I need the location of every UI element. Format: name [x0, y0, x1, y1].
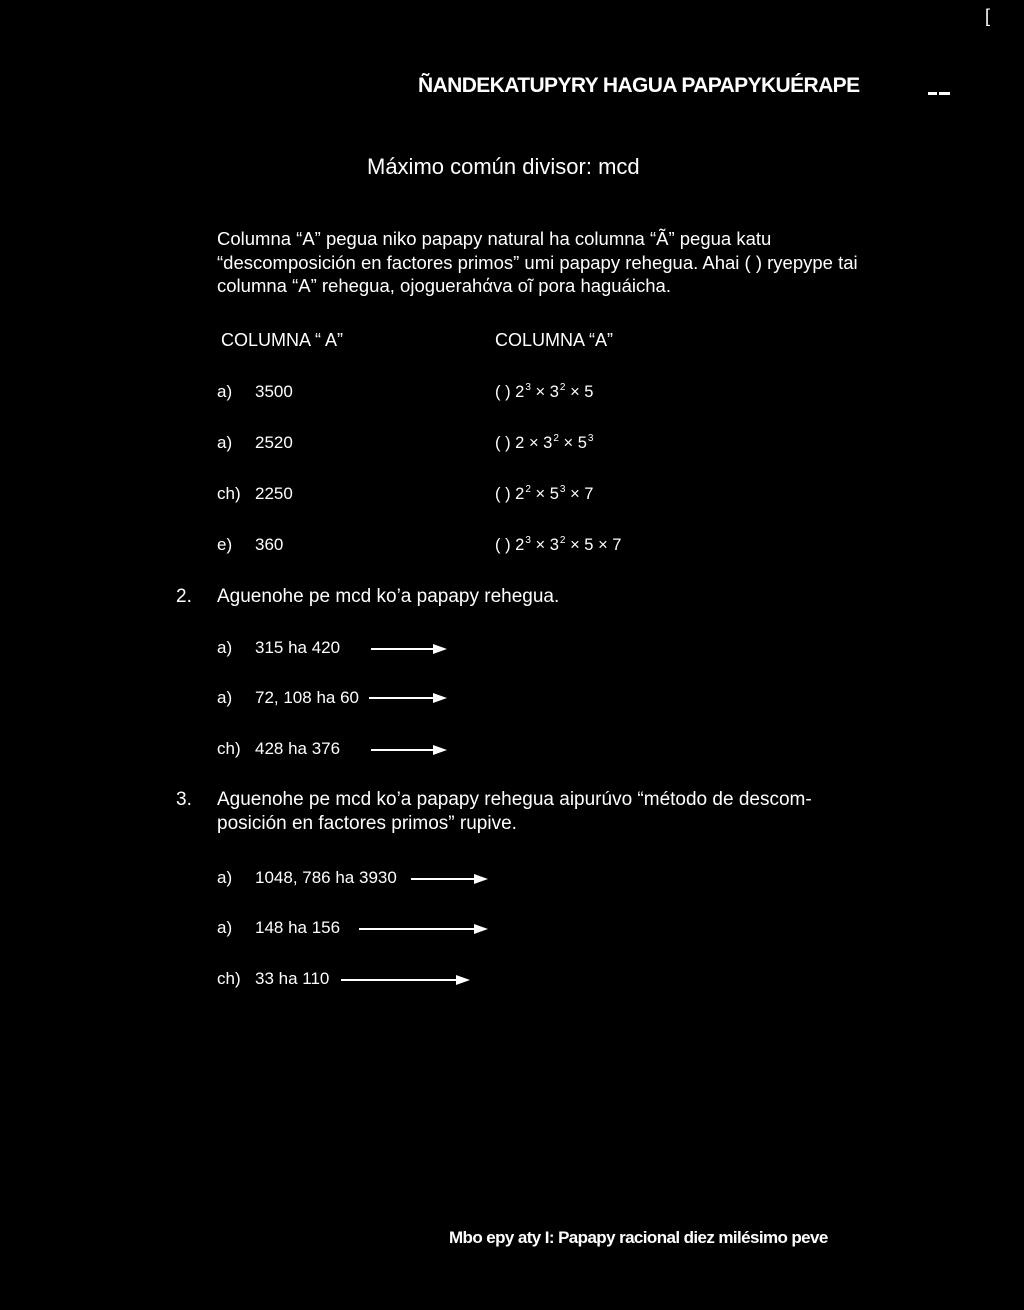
- times-sign: ×: [565, 383, 585, 401]
- times-sign: ×: [524, 434, 544, 452]
- factor-exponent: 3: [525, 382, 531, 393]
- times-sign: ×: [565, 536, 585, 554]
- factor-base: 5: [584, 536, 594, 554]
- q2-item-arrow: [371, 644, 447, 654]
- times-sign: ×: [530, 383, 550, 401]
- page-footer: Mbo epy aty I: Papapy racional diez milésimo peve: [449, 1228, 828, 1247]
- instructions-paragraph: Columna “A” pegua niko papapy natural ha columna “Ã” pegua katu “descomposición en factores primos” umi papapy rehegua. Ahai ( ) ryepype tai columna “A” rehegua, ojoguerahάva oĩ pora haguáicha.: [217, 228, 858, 296]
- column-a-header: COLUMNA “ A”: [221, 330, 344, 350]
- q2-item-label: ch): [217, 739, 241, 758]
- question-3-number: 3.: [176, 789, 192, 810]
- q3-item-value: 1048, 786 ha 3930: [255, 868, 397, 887]
- answer-blank[interactable]: ( ): [495, 536, 516, 554]
- times-sign: ×: [565, 485, 585, 503]
- times-sign: ×: [558, 434, 578, 452]
- ex1-row-label: e): [217, 535, 233, 554]
- factor-base: 2: [515, 485, 525, 503]
- question-2-text: Aguenohe pe mcd ko’a papapy rehegua.: [217, 586, 560, 607]
- q3-item-label: a): [217, 868, 233, 887]
- times-sign: ×: [593, 536, 613, 554]
- ex1-row-value: 3500: [255, 382, 293, 401]
- answer-blank[interactable]: ( ): [495, 434, 516, 452]
- factor-base: 3: [543, 434, 553, 452]
- ex1-row-factorization: [495, 535, 621, 555]
- q3-item-label: ch): [217, 969, 241, 988]
- answer-blank[interactable]: ( ): [495, 485, 516, 503]
- q2-item-label: a): [217, 638, 233, 657]
- ex1-row-factorization: [495, 382, 593, 402]
- question-2-number: 2.: [176, 586, 192, 607]
- section-title: Máximo común divisor: mcd: [367, 154, 640, 179]
- q3-item-value: 33 ha 110: [255, 969, 330, 988]
- q2-item-label: a): [217, 688, 233, 707]
- factor-base: 7: [584, 485, 594, 503]
- q2-item-arrow: [371, 745, 447, 755]
- factor-base: 2: [515, 383, 525, 401]
- q2-item-value: 315 ha 420: [255, 638, 341, 657]
- question-3-text: Aguenohe pe mcd ko’a papapy rehegua aipurúvo “método de descom-posición en factores primos” rupive.: [217, 789, 812, 834]
- factor-base: 7: [612, 536, 622, 554]
- question-3: [176, 788, 876, 835]
- corner-mark: [: [985, 6, 991, 26]
- ex1-row-label: a): [217, 433, 233, 452]
- column-b-header: COLUMNA “A”: [495, 330, 614, 350]
- factor-base: 5: [549, 485, 559, 503]
- ex1-row-value: 2520: [255, 433, 293, 452]
- answer-blank[interactable]: ( ): [495, 383, 516, 401]
- q3-item-value: 148 ha 156: [255, 918, 341, 937]
- q3-item-arrow: [341, 975, 470, 985]
- factor-exponent: 2: [525, 484, 531, 495]
- q2-item-arrow: [369, 693, 447, 703]
- factor-base: 5: [577, 434, 587, 452]
- factor-base: 2: [515, 536, 525, 554]
- ex1-row-label: ch): [217, 484, 241, 503]
- ex1-row-value: 360: [255, 535, 284, 554]
- factor-exponent: 3: [525, 535, 531, 546]
- factor-exponent: 3: [559, 484, 566, 495]
- factor-exponent: 2: [553, 433, 559, 444]
- factor-base: 3: [549, 536, 559, 554]
- q3-item-label: a): [217, 918, 233, 937]
- factor-exponent: 2: [559, 535, 566, 546]
- times-sign: ×: [530, 485, 550, 503]
- factor-base: 3: [549, 383, 559, 401]
- times-sign: ×: [530, 536, 550, 554]
- page-number-fragment: [928, 92, 954, 104]
- page-header: ÑANDEKATUPYRY HAGUA PAPAPYKUÉRAPE: [418, 74, 860, 97]
- q3-item-arrow: [411, 874, 488, 884]
- factor-base: 2: [515, 434, 525, 452]
- factor-base: 5: [584, 383, 594, 401]
- ex1-row-label: a): [217, 382, 233, 401]
- q2-item-value: 72, 108 ha 60: [255, 688, 359, 707]
- factor-exponent: 2: [559, 382, 566, 393]
- q3-item-arrow: [359, 924, 488, 934]
- factor-exponent: 3: [587, 433, 594, 444]
- ex1-row-value: 2250: [255, 484, 293, 503]
- ex1-row-factorization: [495, 433, 593, 453]
- ex1-row-factorization: [495, 484, 593, 504]
- q2-item-value: 428 ha 376: [255, 739, 341, 758]
